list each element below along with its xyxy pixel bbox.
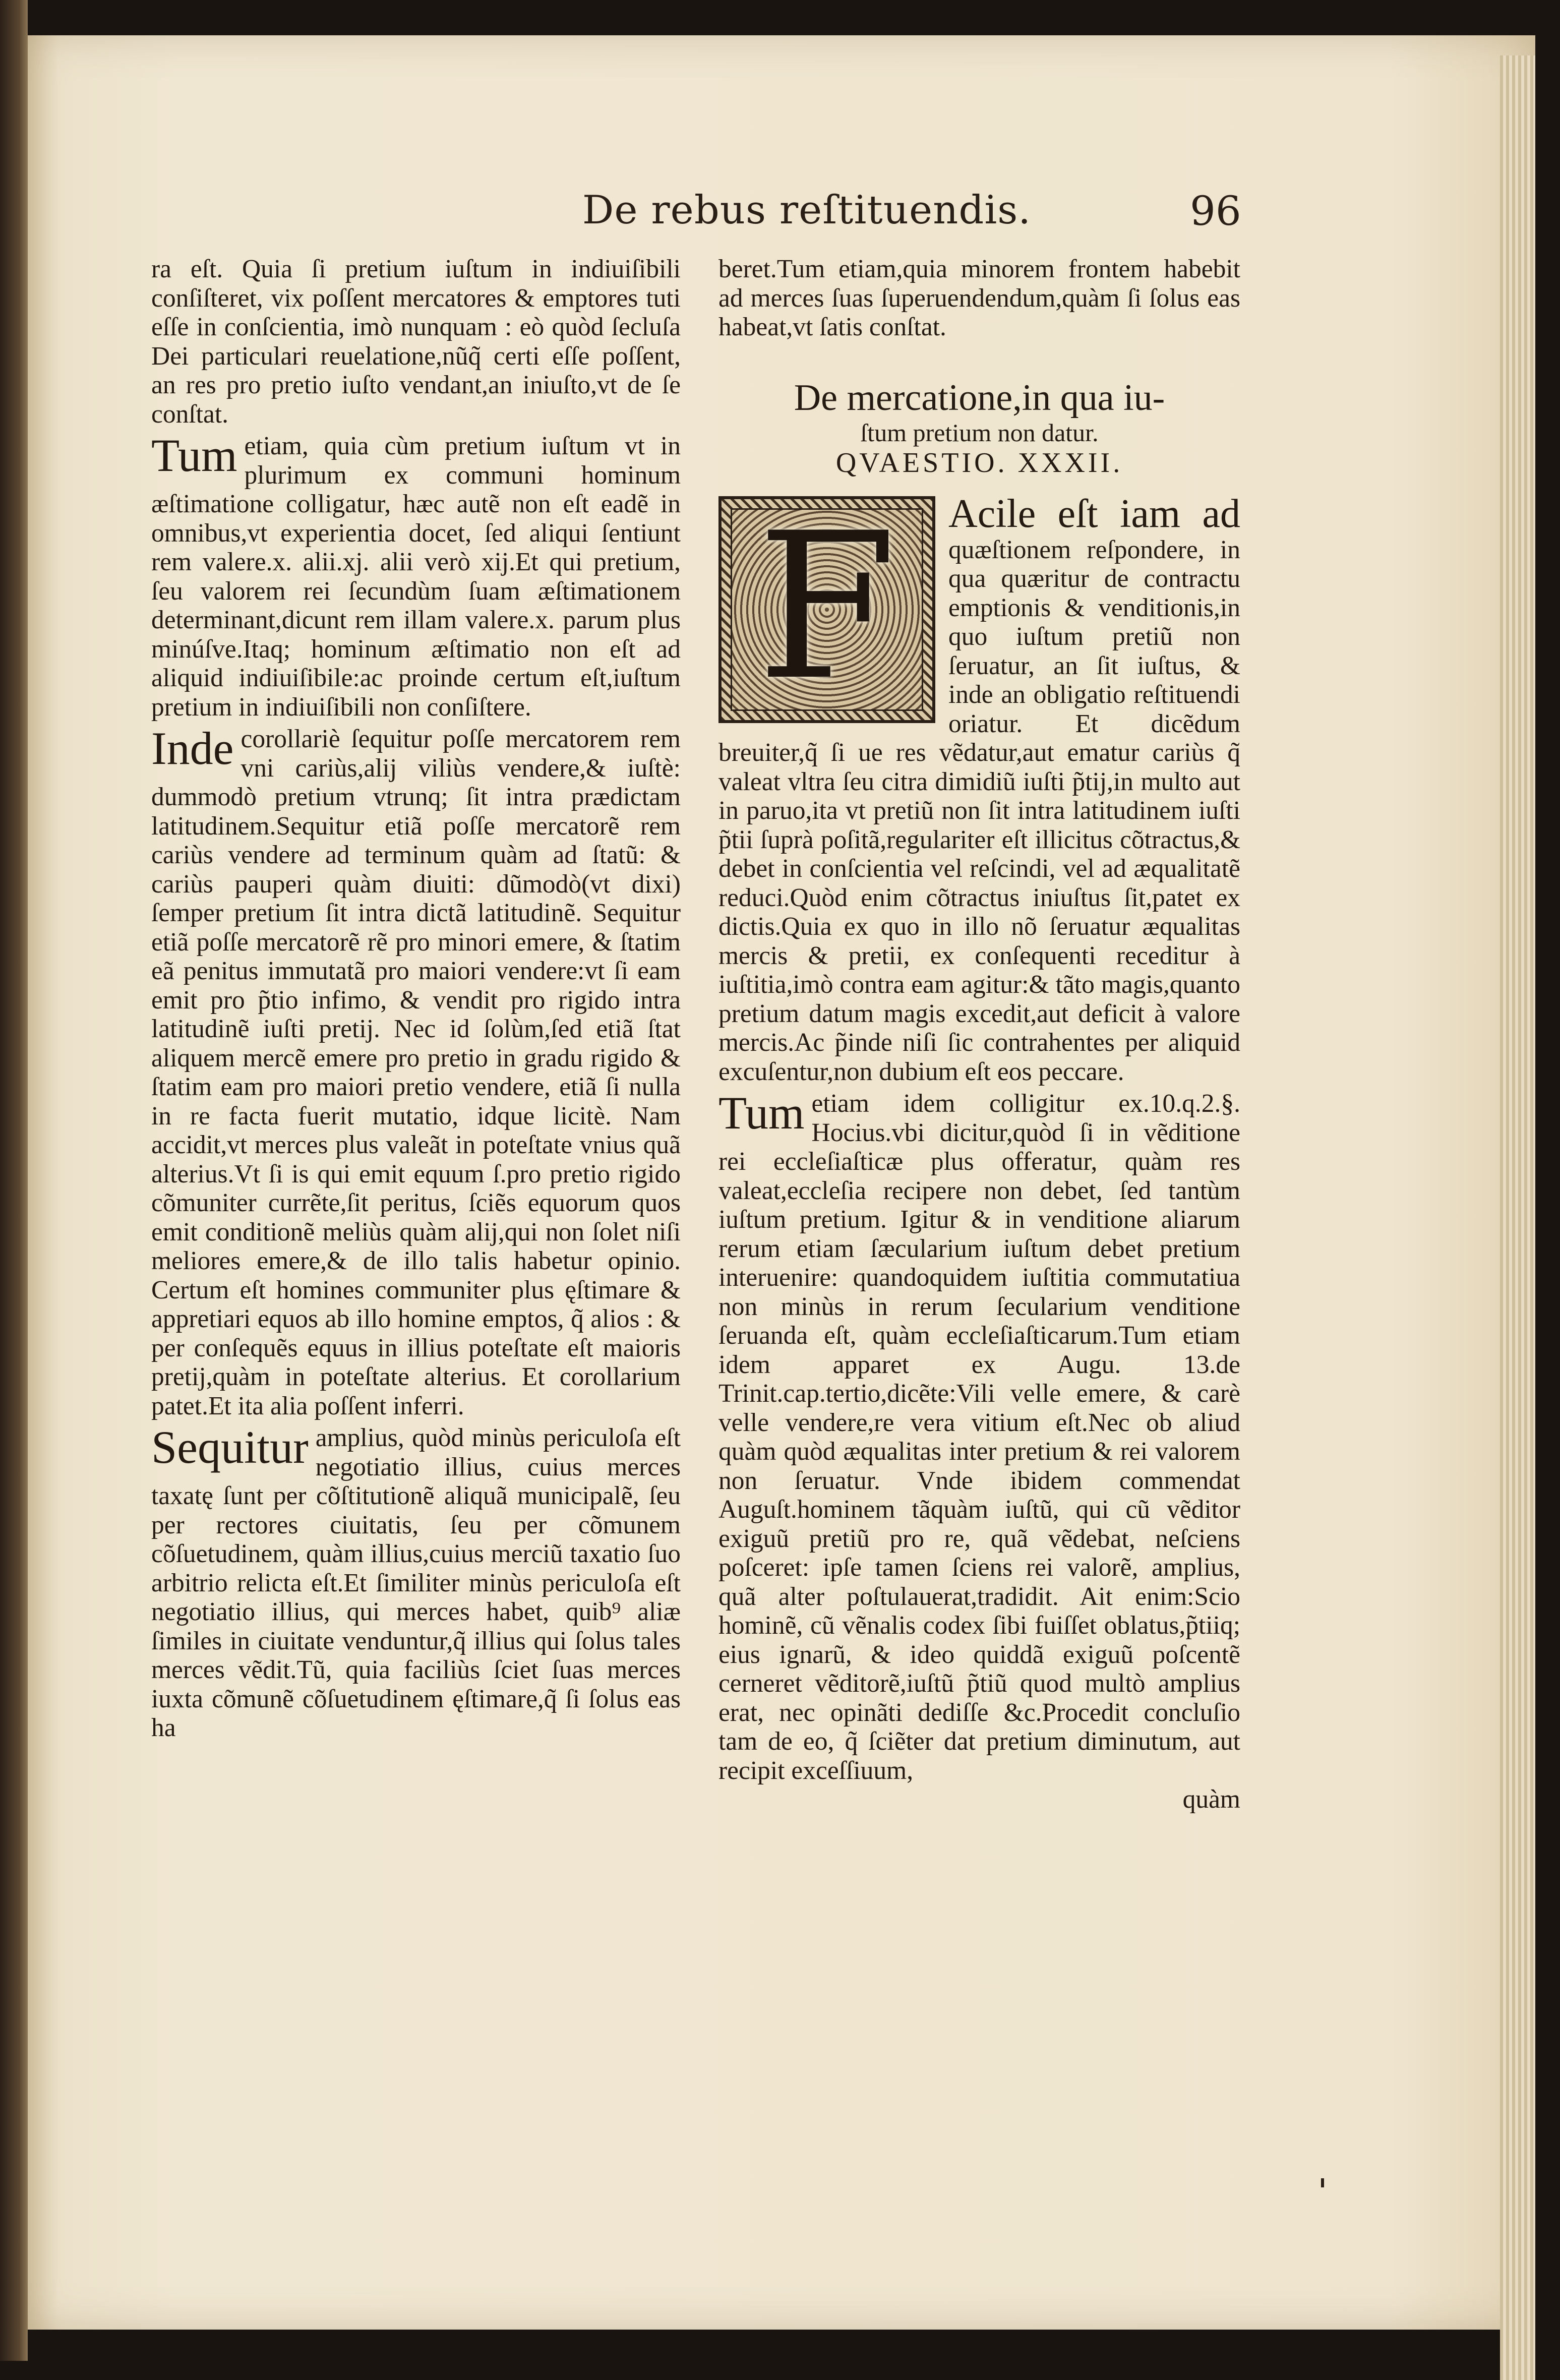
right-paragraph-3 — [718, 1089, 1240, 1785]
left-paragraph-2-text: etiam, quia cùm pretium iuſtum vt in plurimum ex communi hominum æſtimatione colligatur, hæc autẽ non eſt eadẽ in omnibus,vt experientia docet, ſed aliqui ſentiunt rem valere.x. alii.xj. alii verò xij.Et qui pretium, ſeu valorem rei ſecundùm ſuam æſtimationem determinant,dicunt rem illam valere.x. parum plus minúſve.Itaq; hominum æſtimatio non eſt ad aliquid indiuiſibile:ac proinde certum eſt,iuſtum pretium in indiuiſibili non conſiſtere. — [151, 432, 681, 722]
section-heading: De mercatione,in qua iu- — [794, 377, 1165, 419]
right-paragraph-1: beret.Tum etiam,quia minorem frontem habebit ad merces ſuas ſuperuendendum,quàm ſi ſolus eas habeat,vt ſatis conſtat. — [718, 255, 1240, 341]
page-number: 96 — [1190, 188, 1241, 234]
left-paragraph-3-text: corollariè ſequitur poſſe mercatorem rem vni cariùs,alij viliùs vendere,& iuſtè: dummodò pretium vtrunq; ſit intra prædictam latitudinem.Sequitur etiã poſſe mercatorẽ rem cariùs vendere ad terminum quàm ad ſtatũ: & cariùs pauperi quàm diuiti: dũmodò(vt dixi) ſemper pretium ſit intra dictã latitudinẽ. Sequitur etiã poſſe mercatorẽ rẽ pro minori emere, & ſtatim eã penitus immutatã pro maiori vendere:vt ſi eam emit pro p̃tio infimo, & vendit pro rigido intra latitudinẽ iuſti pretij. Nec id ſolùm,ſed etiã ſtat aliquem mercẽ emere pro pretio in gradu rigido & ſtatim eam pro maiori pretio vendere, etiã ſi nulla in re facta fuerit mutatio, idque licitè. Nam accidit,vt merces plus valeãt in poteſtate vnius quã alterius.Vt ſi is qui emit equum ſ.pro pretio rigido cõmuniter currẽte,ſit peritus, ſciẽs equorum quos emit conditionẽ meliùs quàm alij,qui non ſolet niſi meliores emere,& de illo talis habetur opinio. Certum eſt homines communiter plus ęſtimare & appretiari equos ab illo homine emptos, q̃ alios : & per conſequẽs equus in illius poteſtate eſt maioris pretij,quàm in poteſtate alterius. Et corollarium patet.Et ita alia poſſent inferri. — [151, 725, 681, 1420]
left-paragraph-4-dropword: Sequitur — [151, 1421, 309, 1473]
left-paragraph-4 — [151, 1423, 681, 1743]
left-paragraph-3-dropword: Inde — [151, 723, 234, 774]
page-edge — [1500, 55, 1535, 2380]
right-paragraph-3-dropword: Tum — [718, 1087, 805, 1139]
question-number: QVAESTIO. XXXII. — [835, 447, 1123, 479]
right-column — [718, 255, 1240, 1814]
left-paragraph-2-dropword: Tum — [151, 430, 237, 481]
section-subheading: ſtum pretium non datur. — [860, 418, 1099, 447]
left-paragraph-4-text: amplius, quòd minùs periculoſa eſt negotiatio illius, cuius merces taxatę ſunt per cõſtitutionẽ aliquã municipalẽ, ſeu per rectores ciuitatis, ſeu per cõmunem cõſuetudinem, quàm illius,cuius merciũ taxatio ſuo arbitrio relicta eſt.Et ſimiliter minùs periculoſa eſt negotiatio illius, qui merces habet, quib⁹ aliæ ſimiles in ciuitate venduntur,q̃ illius qui ſolus tales merces vẽdit.Tũ, quia faciliùs ſciet ſuas merces iuxta cõmunẽ cõſuetudinem ęſtimare,q̃ ſi ſolus eas ha — [151, 1423, 681, 1742]
left-paragraph-3 — [151, 725, 681, 1420]
decorated-initial-letter: F — [757, 490, 897, 725]
book-spine — [0, 0, 28, 2361]
right-paragraph-3-text: etiam idem colligitur ex.10.q.2.§. Hocius.vbi dicitur,quòd ſi in vẽditione rei eccleſiaſticæ plus offeratur, quàm res valeat,eccleſia recipere non debet, ſed tantùm iuſtum pretium. Igitur & in venditione aliarum rerum etiam ſæcularium iuſtum debet pretium interuenire: quandoquidem iuſtitia commutatiua non minùs in rerum ſecularium venditione ſeruanda eſt, quàm eccleſiaſticarum.Tum etiam idem apparet ex Augu. 13.de Trinit.cap.tertio,dicẽte:Vili velle emere, & carè velle vendere,re vera vitium eſt.Nec ob aliud quàm quòd æqualitas inter pretium & rei valorem non ſeruatur. Vnde ibidem commendat Auguſt.hominem tãquàm iuſtũ, qui cũ vẽditor exiguũ pretiũ pro re, quã vẽdebat, neſciens poſceret: ipſe tamen ſciens rei valorẽ, amplius, quã alter poſtulauerat,tradidit. Ait enim:Scio hominẽ, cũ vẽnalis codex ſibi fuiſſet oblatus,p̃tiiq; eius ignarũ, & ideo quiddã exiguũ poſcentẽ cerneret vẽditorẽ,iuſtũ p̃tiũ quod multò amplius erat, nec opinãti dediſſe &c.Procedit concluſio tam de eo, q̃ ſciẽter dat pretium diminutum, aut recipit exceſſiuum, — [718, 1089, 1240, 1785]
decorated-initial — [718, 490, 935, 725]
running-head: De rebus reſtituendis. — [582, 188, 1032, 233]
left-paragraph-1: ra eſt. Quia ſi pretium iuſtum in indiuiſibili conſiſteret, vix poſſent mercatores & emptores tuti eſſe in conſcientia, imò nunquam : eò quòd ſecluſa Dei particulari reuelatione,nũq̃ certi eſſe poſſent, an res pro pretio iuſto vendant,an iniuſto,vt de ſe conſtat. — [151, 255, 681, 429]
ink-mark — [1321, 2178, 1324, 2187]
catchword: quàm — [1182, 1785, 1240, 1814]
left-column — [151, 255, 681, 1743]
left-paragraph-2 — [151, 432, 681, 722]
opening-words: Acile eſt iam ad — [948, 491, 1240, 536]
right-paragraph-2-text: quæſtionem reſpondere, in qua quæritur de contractu emptionis & venditionis,in quo iuſtum pretiũ non ſeruatur, an ſit iuſtus, & inde an obligatio reſtituendi oriatur. Et dicẽdum breuiter,q̃ ſi ue res vẽdatur,aut ematur cariùs q̃ valeat vltra ſeu citra dimidiũ iuſti p̃tij,in multo aut in paruo,ita vt pretiũ non ſit intra latitudinem iuſti p̃tii ſuprà poſitã,regulariter eſt illicitus cõtractus,& debet in conſcientia vel reſcindi, vel ad æqualitatẽ reduci.Quòd enim cõtractus iniuſtus ſit,patet ex dictis.Quia ex quo in illo nõ ſeruatur æqualitas mercis & pretii, ex conſequenti receditur à iuſtitia,imò contra eam agitur:& tãto magis,quanto pretium datum magis excedit,aut deficit à valore mercis.Ac p̃inde niſi ſic contrahentes per aliquid excuſentur,non dubium eſt eos peccare. — [718, 535, 1240, 1086]
